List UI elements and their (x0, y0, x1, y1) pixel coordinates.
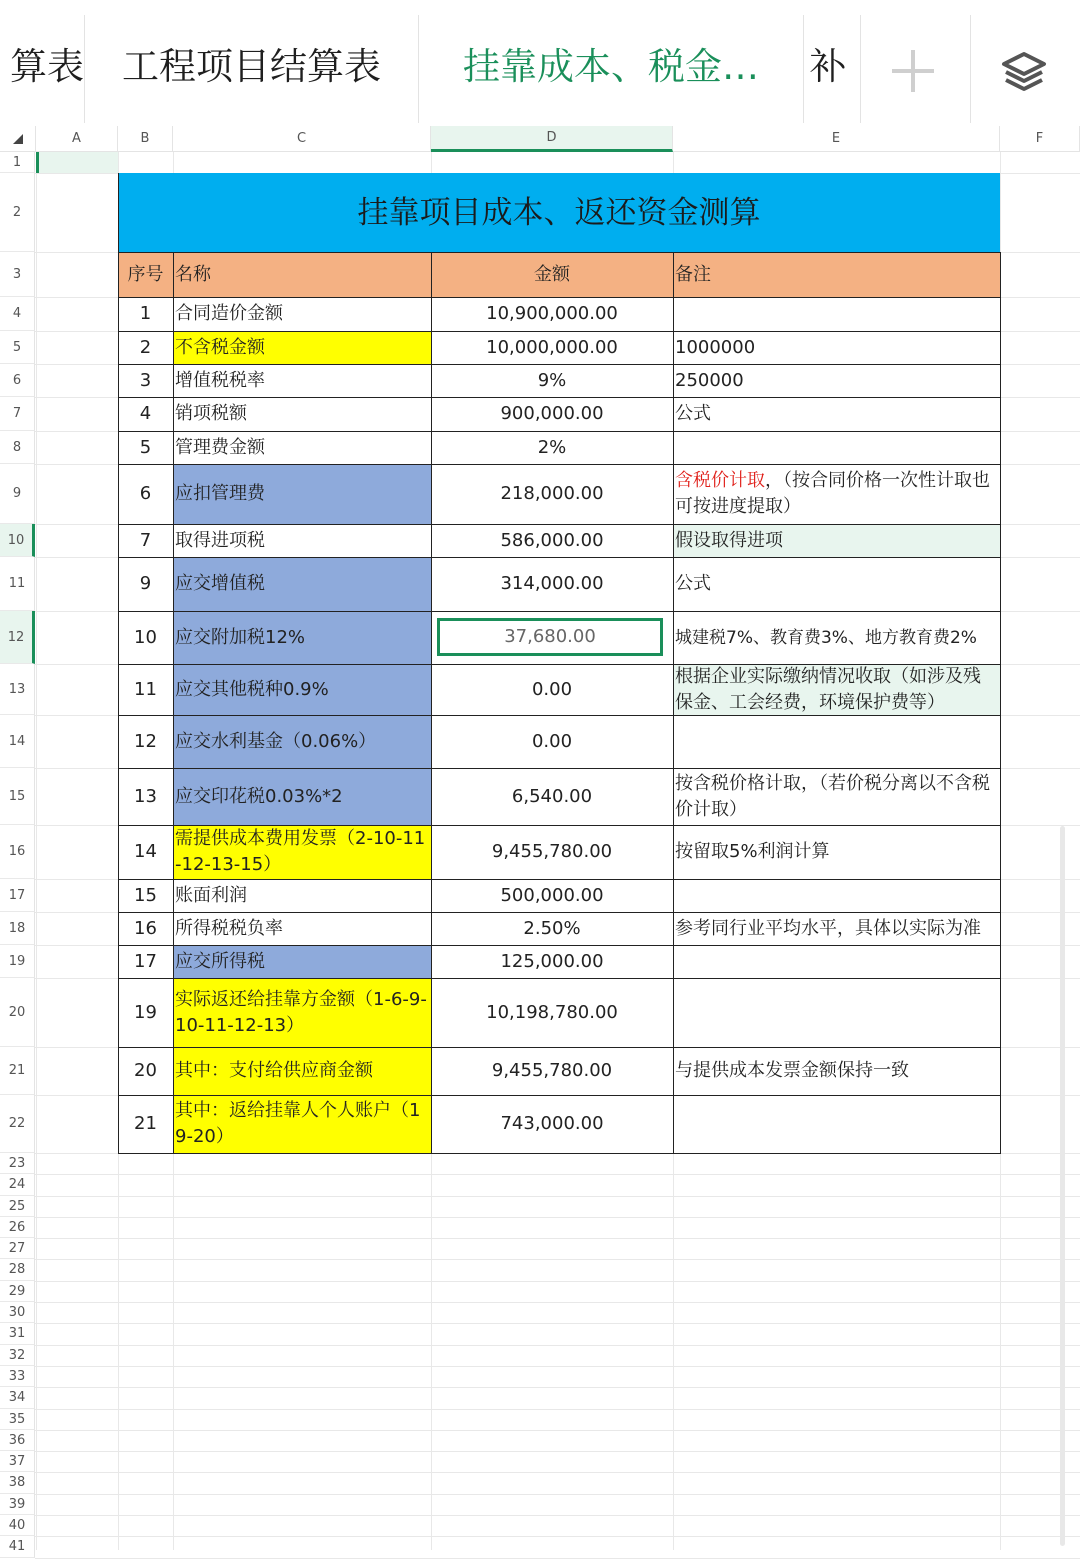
name-cell[interactable]: 需提供成本费用发票（2-10-11-12-13-15） (173, 825, 431, 879)
note-cell[interactable]: 与提供成本发票金额保持一致 (675, 1060, 909, 1081)
header-name: 名称 (173, 252, 431, 297)
row-header-25[interactable]: 25 (0, 1196, 35, 1217)
gridline (35, 1366, 1080, 1367)
name-cell[interactable]: 实际返还给挂靠方金额（1-6-9-10-11-12-13） (173, 978, 431, 1047)
table-border (118, 173, 119, 252)
column-header-a[interactable]: A (36, 126, 118, 152)
row-header-39[interactable]: 39 (0, 1494, 35, 1515)
row-header-29[interactable]: 29 (0, 1281, 35, 1302)
gridline (35, 1217, 1080, 1218)
note-cell[interactable]: 公式 (675, 403, 711, 424)
spreadsheet-grid[interactable] (0, 126, 1080, 1554)
note-cell[interactable] (673, 297, 1000, 331)
amount-cell[interactable]: 9,455,780.00 (491, 841, 613, 862)
name-cell[interactable]: 所得税税负率 (175, 917, 283, 939)
table-border (118, 768, 1001, 769)
column-header-f[interactable]: F (1000, 126, 1080, 152)
amount-cell[interactable]: 218,000.00 (500, 483, 604, 504)
name-cell[interactable]: 应交水利基金（0.06%） (173, 715, 431, 768)
note-cell[interactable]: 250000 (675, 369, 744, 391)
name-cell[interactable]: 其中：返给挂靠人个人账户（19-20） (173, 1095, 431, 1153)
seq-cell[interactable]: 15 (134, 884, 157, 906)
name-cell[interactable]: 应交印花税0.03%*2 (173, 768, 431, 825)
add-sheet-button[interactable] (890, 48, 936, 94)
seq-cell[interactable]: 10 (134, 626, 157, 648)
table-border (431, 252, 432, 1153)
gridline (35, 1259, 1080, 1260)
note-cell[interactable]: 参考同行业平均水平，具体以实际为准 (675, 917, 981, 939)
table-border (118, 945, 1001, 946)
gridline (35, 1451, 1080, 1452)
seq-cell[interactable]: 7 (139, 529, 152, 551)
amount-cell[interactable]: 314,000.00 (500, 573, 604, 594)
seq-cell[interactable]: 5 (139, 436, 152, 458)
active-cell-selection[interactable]: 37,680.00 (437, 618, 663, 656)
table-border (673, 252, 674, 1153)
note-cell[interactable]: 城建税7%、教育费3%、地方教育费2% (675, 627, 977, 648)
table-border (118, 715, 1001, 716)
table-border (1000, 252, 1001, 1153)
row-header-10[interactable]: 10 (0, 524, 35, 557)
amount-cell[interactable]: 2.50% (523, 917, 581, 939)
amount-cell[interactable]: 900,000.00 (500, 403, 604, 424)
note-text: ，（按合同价格一次性计取也可按进度提取） (675, 470, 990, 517)
row-header-23[interactable]: 23 (0, 1153, 35, 1174)
note-cell[interactable]: 1000000 (675, 336, 756, 358)
row-header-34[interactable]: 34 (0, 1387, 35, 1409)
note-cell[interactable] (673, 431, 1000, 464)
gridline (35, 1536, 1080, 1537)
gridline (35, 1238, 1080, 1239)
seq-cell[interactable]: 1 (139, 303, 152, 324)
table-border (118, 1047, 1001, 1048)
amount-cell[interactable]: 10,000,000.00 (486, 336, 618, 358)
name-cell[interactable]: 账面利润 (175, 884, 247, 906)
row-header-13[interactable]: 13 (0, 664, 35, 715)
column-header-b[interactable]: B (118, 126, 173, 152)
note-cell[interactable] (673, 1095, 1000, 1153)
seq-cell[interactable]: 16 (134, 917, 157, 939)
note-cell[interactable] (673, 945, 1000, 978)
row-header-26[interactable]: 26 (0, 1217, 35, 1238)
table-border (118, 1095, 1001, 1096)
row-header-3[interactable]: 3 (0, 252, 35, 297)
note-red-text: 含税价计取 (675, 470, 765, 491)
row-header-12[interactable]: 12 (0, 611, 35, 664)
column-header-c[interactable]: C (173, 126, 431, 152)
select-all-corner[interactable] (0, 126, 36, 152)
tab-divider (970, 15, 971, 123)
seq-cell[interactable]: 9 (139, 573, 152, 594)
gridline (35, 1281, 1080, 1282)
gridline (35, 1387, 1080, 1388)
sheet-tab-4[interactable] (804, 0, 860, 126)
table-border (118, 252, 1001, 253)
table-border (118, 464, 1001, 465)
name-cell[interactable]: 不含税金额 (173, 331, 431, 364)
row-header-7[interactable]: 7 (0, 397, 35, 431)
name-cell[interactable]: 管理费金额 (175, 436, 265, 458)
row-header-20[interactable]: 20 (0, 978, 35, 1047)
seq-cell[interactable]: 2 (139, 336, 152, 358)
table-border (118, 611, 1001, 612)
row-header-36[interactable]: 36 (0, 1430, 35, 1451)
vertical-scrollbar[interactable] (1060, 826, 1065, 1546)
table-border (118, 397, 1001, 398)
row-header-14[interactable]: 14 (0, 715, 35, 768)
row-header-27[interactable]: 27 (0, 1238, 35, 1259)
table-border (118, 431, 1001, 432)
row-header-33[interactable]: 33 (0, 1366, 35, 1387)
row-header-30[interactable]: 30 (0, 1302, 35, 1323)
note-cell[interactable]: 假设取得进项 (675, 529, 783, 551)
amount-cell[interactable]: 9,455,780.00 (491, 1060, 613, 1081)
row-header-8[interactable]: 8 (0, 431, 35, 464)
table-border (118, 825, 1001, 826)
table-border (118, 524, 1001, 525)
header-amount: 金额 (431, 252, 673, 297)
seq-cell[interactable]: 20 (134, 1060, 157, 1081)
name-cell[interactable]: 应交增值税 (173, 557, 431, 611)
gridline (35, 1174, 1080, 1175)
seq-cell[interactable]: 21 (134, 1113, 157, 1134)
sheet-tab-2[interactable] (85, 0, 418, 126)
gridline (36, 152, 37, 1550)
row-header-1[interactable]: 1 (0, 152, 35, 173)
note-cell[interactable]: 公式 (675, 573, 711, 594)
gridline (35, 1515, 1080, 1516)
row-header-5[interactable]: 5 (0, 331, 35, 364)
table-border (118, 297, 1001, 298)
row-header-38[interactable]: 38 (0, 1472, 35, 1494)
amount-cell[interactable] (431, 611, 673, 664)
sheet-tab-label: 工程项目结算表 (122, 45, 381, 88)
table-border (118, 912, 1001, 913)
seq-cell[interactable]: 12 (134, 730, 157, 752)
name-cell[interactable]: 应扣管理费 (173, 464, 431, 524)
amount-cell[interactable]: 10,198,780.00 (486, 1001, 618, 1023)
gridline (35, 1494, 1080, 1495)
row-header-41[interactable]: 41 (0, 1536, 35, 1558)
row-header-11[interactable]: 11 (0, 557, 35, 611)
amount-cell[interactable]: 0.00 (531, 730, 573, 752)
row-header-6[interactable]: 6 (0, 364, 35, 397)
seq-cell[interactable]: 17 (134, 950, 157, 972)
tab-divider (860, 15, 861, 123)
seq-cell[interactable]: 13 (134, 785, 157, 807)
sheet-tab-label: 挂靠成本、税金… (463, 45, 759, 88)
note-cell[interactable] (673, 464, 1000, 524)
seq-cell[interactable]: 4 (139, 403, 152, 424)
row-header-9[interactable]: 9 (0, 464, 35, 524)
name-cell[interactable]: 合同造价金额 (175, 303, 283, 324)
gridline (35, 1430, 1080, 1431)
row-header-35[interactable]: 35 (0, 1409, 35, 1430)
row-header-40[interactable]: 40 (0, 1515, 35, 1536)
gridline (35, 1472, 1080, 1473)
table-border (118, 252, 119, 1153)
table-border (118, 664, 1001, 665)
seq-cell[interactable]: 11 (134, 678, 157, 700)
row-header-17[interactable]: 17 (0, 879, 35, 912)
row-header-31[interactable]: 31 (0, 1323, 35, 1345)
note-cell[interactable] (673, 715, 1000, 768)
column-header-e[interactable]: E (673, 126, 1000, 152)
table-border (118, 331, 1001, 332)
layers-icon[interactable] (1000, 48, 1048, 96)
seq-cell[interactable]: 14 (134, 841, 157, 862)
name-cell[interactable]: 增值税税率 (175, 369, 265, 391)
name-cell[interactable]: 其中：支付给供应商金额 (173, 1047, 431, 1095)
row-header-28[interactable]: 28 (0, 1259, 35, 1281)
amount-cell[interactable]: 743,000.00 (500, 1113, 604, 1134)
gridline (35, 1302, 1080, 1303)
note-cell[interactable]: 按留取5%利润计算 (675, 841, 830, 862)
sheet-tab-3[interactable] (419, 0, 803, 126)
name-cell[interactable]: 销项税额 (175, 403, 247, 424)
note-cell[interactable]: 根据企业实际缴纳情况收取（如涉及残保金、工会经费，环境保护费等） (673, 664, 1000, 715)
amount-cell[interactable]: 0.00 (531, 678, 573, 700)
row-header-19[interactable]: 19 (0, 945, 35, 978)
table-border (118, 879, 1001, 880)
table-border (173, 252, 174, 1153)
gridline (35, 1196, 1080, 1197)
column-header-d[interactable]: D (431, 126, 673, 152)
sheet-title: 挂靠项目成本、返还资金测算 (118, 173, 1000, 252)
amount-cell[interactable]: 6,540.00 (511, 785, 593, 807)
sheet-tab-bar (0, 0, 1080, 127)
row-header-4[interactable]: 4 (0, 297, 35, 331)
row-header-21[interactable]: 21 (0, 1047, 35, 1095)
seq-cell[interactable]: 6 (139, 483, 152, 504)
row-header-18[interactable]: 18 (0, 912, 35, 945)
sheet-tab-1[interactable] (0, 0, 84, 126)
note-cell[interactable] (673, 978, 1000, 1047)
name-cell[interactable]: 取得进项税 (175, 529, 265, 551)
amount-cell[interactable]: 2% (537, 436, 567, 458)
note-cell[interactable]: 按含税价格计取，（若价税分离以不含税价计取） (675, 772, 990, 820)
row-header-2[interactable]: 2 (0, 173, 35, 252)
header-seq: 序号 (118, 252, 173, 297)
gridline (35, 1409, 1080, 1410)
row-header-24[interactable]: 24 (0, 1174, 35, 1196)
row-header-16[interactable]: 16 (0, 825, 35, 879)
row-header-37[interactable]: 37 (0, 1451, 35, 1472)
sheet-tab-label: 算表 (10, 45, 84, 88)
row-header-32[interactable]: 32 (0, 1345, 35, 1366)
amount-cell[interactable]: 9% (537, 369, 567, 391)
seq-cell[interactable]: 19 (134, 1001, 157, 1023)
name-cell[interactable]: 应交所得税 (173, 945, 431, 978)
row-header-15[interactable]: 15 (0, 768, 35, 825)
gridline (35, 1323, 1080, 1324)
table-border (118, 557, 1001, 558)
name-cell[interactable]: 应交其他税种0.9% (173, 664, 431, 715)
header-note: 备注 (673, 252, 1000, 297)
note-cell[interactable] (673, 879, 1000, 912)
seq-cell[interactable]: 3 (139, 369, 152, 391)
sheet-tab-label: 补 (809, 45, 847, 88)
cell-a1-marker[interactable] (36, 152, 118, 173)
table-border (118, 364, 1001, 365)
amount-cell[interactable]: 125,000.00 (500, 950, 604, 972)
row-header-22[interactable]: 22 (0, 1095, 35, 1153)
table-border (118, 1153, 1001, 1154)
table-border (118, 978, 1001, 979)
amount-cell[interactable]: 10,900,000.00 (486, 303, 618, 324)
name-cell[interactable]: 应交附加税12% (173, 611, 431, 664)
amount-cell[interactable]: 586,000.00 (500, 529, 604, 551)
amount-cell[interactable]: 500,000.00 (500, 884, 604, 906)
gridline (35, 1345, 1080, 1346)
